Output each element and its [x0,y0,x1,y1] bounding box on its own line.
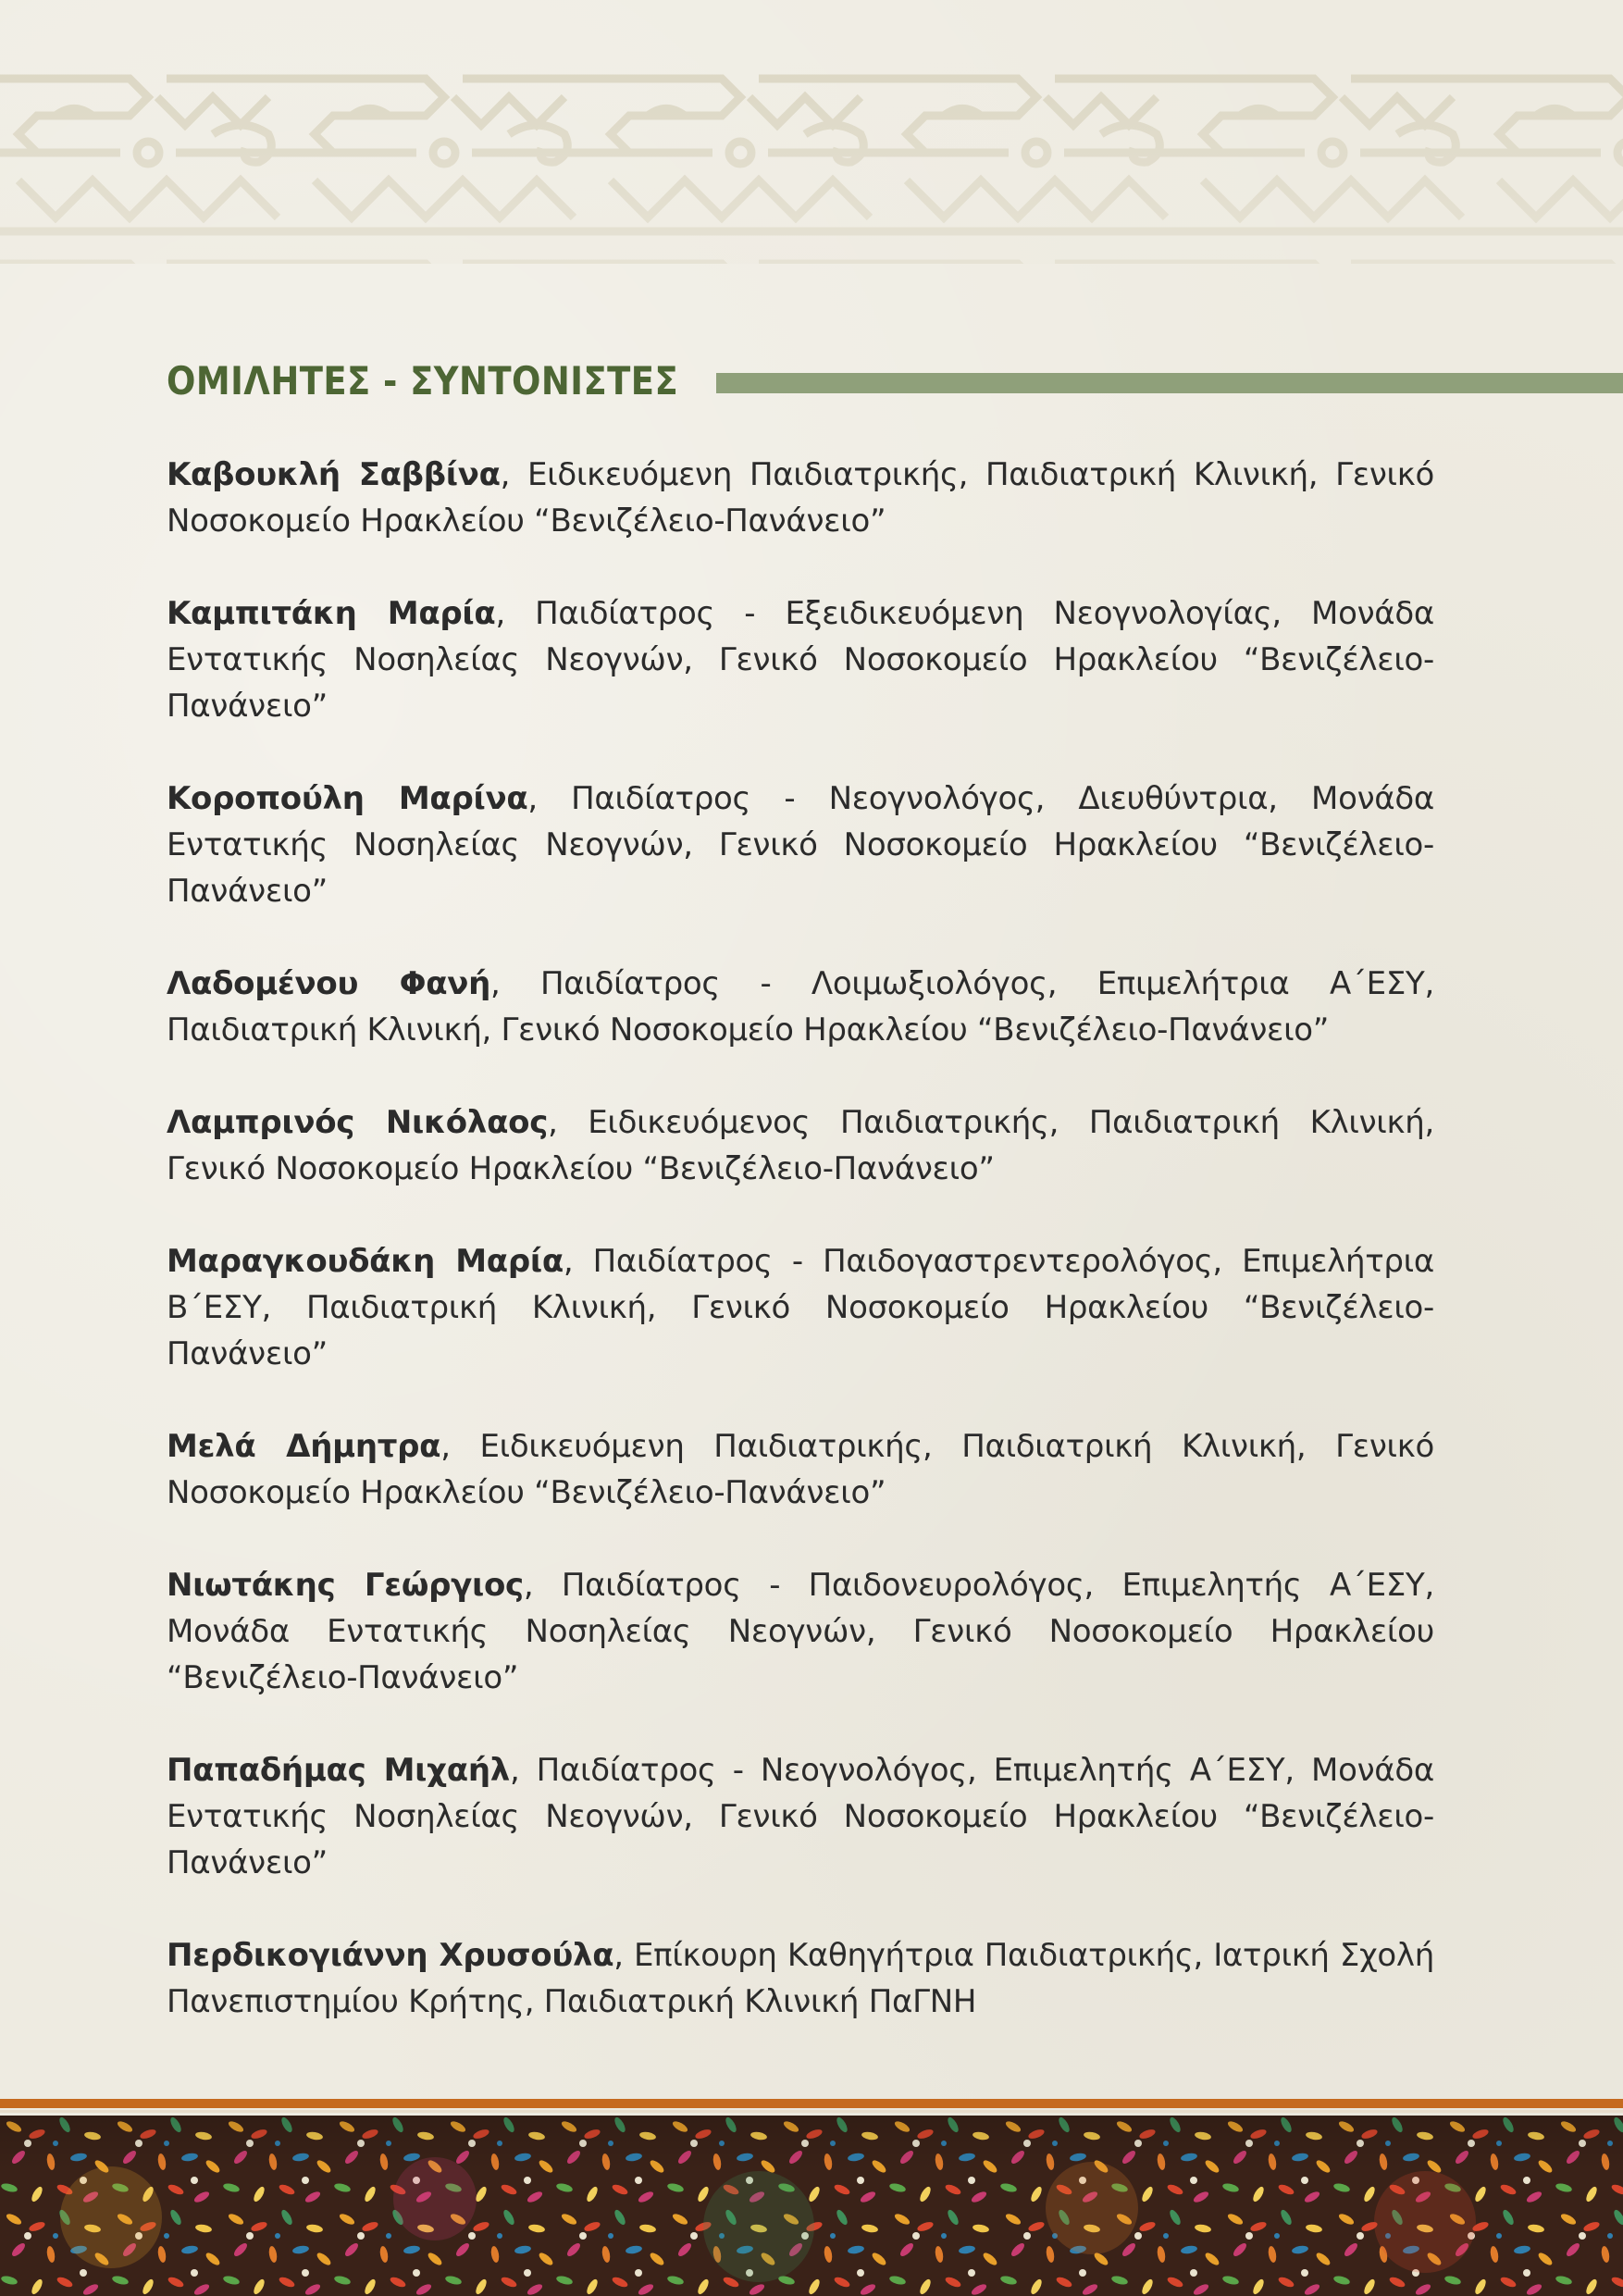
speaker-entry [167,1932,1434,2025]
speaker-entry [167,1747,1434,1886]
speaker-name: Μαραγκουδάκη Μαρία [167,1243,564,1280]
speaker-entry [167,1562,1434,1701]
section-heading-row [167,356,1623,412]
speaker-name: Περδικογιάννη Χρυσούλα [167,1937,614,1974]
speakers-list [167,452,1434,2071]
speaker-entry [167,452,1434,544]
speaker-details: , Παιδίατρος - Λοιμωξιολόγος, Επιμελήτρια Α΄ΕΣΥ, Παιδιατρική Κλινική, Γενικό Νοσοκομείο Ηρακλείου “Βενιζέλειο-Πανάνειο” [167,965,1434,1049]
speaker-entry [167,776,1434,914]
speaker-name: Κοροπούλη Μαρίνα [167,780,528,817]
embroidery-border-bottom [0,2116,1623,2296]
speaker-name: Λαδομένου Φανή [167,965,491,1002]
speaker-name: Καμπιτάκη Μαρία [167,595,496,632]
speaker-details: , Παιδίατρος - Νεογνολόγος, Επιμελητής Α΄ΕΣΥ, Μονάδα Εντατικής Νοσηλείας Νεογνών, Γενικό Νοσοκομείο Ηρακλείου “Βενιζέλειο-Πανάνειο” [167,1752,1434,1881]
speaker-details: , Παιδίατρος - Παιδονευρολόγος, Επιμελητής Α΄ΕΣΥ, Μονάδα Εντατικής Νοσηλείας Νεογνών, Γενικό Νοσοκομείο Ηρακλείου “Βενιζέλειο-Πανάνειο” [167,1567,1434,1696]
speaker-entry [167,1238,1434,1377]
speaker-entry [167,1099,1434,1192]
speaker-entry [167,590,1434,729]
speaker-details: , Παιδίατρος - Νεογνολόγος, Διευθύντρια, Μονάδα Εντατικής Νοσηλείας Νεογνών, Γενικό Νοσοκομείο Ηρακλείου “Βενιζέλειο-Πανάνειο” [167,780,1435,910]
speaker-details: , Ειδικευόμενη Παιδιατρικής, Παιδιατρική Κλινική, Γενικό Νοσοκομείο Ηρακλείου “Βενιζέλειο-Πανάνειο” [167,1428,1434,1511]
speaker-details: , Ειδικευόμενη Παιδιατρικής, Παιδιατρική Κλινική, Γενικό Νοσοκομείο Ηρακλείου “Βενιζέλειο-Πανάνειο” [167,456,1434,540]
speaker-name: Μελά Δήμητρα [167,1428,441,1465]
speaker-entry [167,1423,1434,1516]
speaker-name: Καβουκλή Σαββίνα [167,456,501,493]
speaker-name: Νιωτάκης Γεώργιος [167,1567,524,1604]
section-heading: ΟΜΙΛΗΤΕΣ - ΣΥΝΤΟΝΙΣΤΕΣ [167,358,679,403]
bottom-accent-line [0,2099,1623,2108]
speaker-details: , Ειδικευόμενος Παιδιατρικής, Παιδιατρική Κλινική, Γενικό Νοσοκομείο Ηρακλείου “Βενιζέλειο-Πανάνειο” [167,1104,1434,1187]
bottom-accent-line-thin [0,2110,1623,2113]
speaker-details: , Παιδίατρος - Εξειδικευόμενη Νεογνολογίας, Μονάδα Εντατικής Νοσηλείας Νεογνών, Γενικό Νοσοκομείο Ηρακλείου “Βενιζέλειο-Πανάνειο” [167,595,1434,725]
speaker-name: Λαμπρινός Νικόλαος [167,1104,549,1141]
speaker-entry [167,961,1434,1053]
speaker-details: , Παιδίατρος - Παιδογαστρεντερολόγος, Επιμελήτρια Β΄ΕΣΥ, Παιδιατρική Κλινική, Γενικό Νοσοκομείο Ηρακλείου “Βενιζέλειο-Πανάνειο” [167,1243,1434,1372]
ornament-border-top [0,60,1623,264]
speaker-details: , Επίκουρη Καθηγήτρια Παιδιατρικής, Ιατρική Σχολή Πανεπιστημίου Κρήτης, Παιδιατρική Κλινική ΠαΓΝΗ [167,1937,1434,2020]
speaker-name: Παπαδήμας Μιχαήλ [167,1752,510,1789]
heading-divider-bar [716,373,1623,393]
